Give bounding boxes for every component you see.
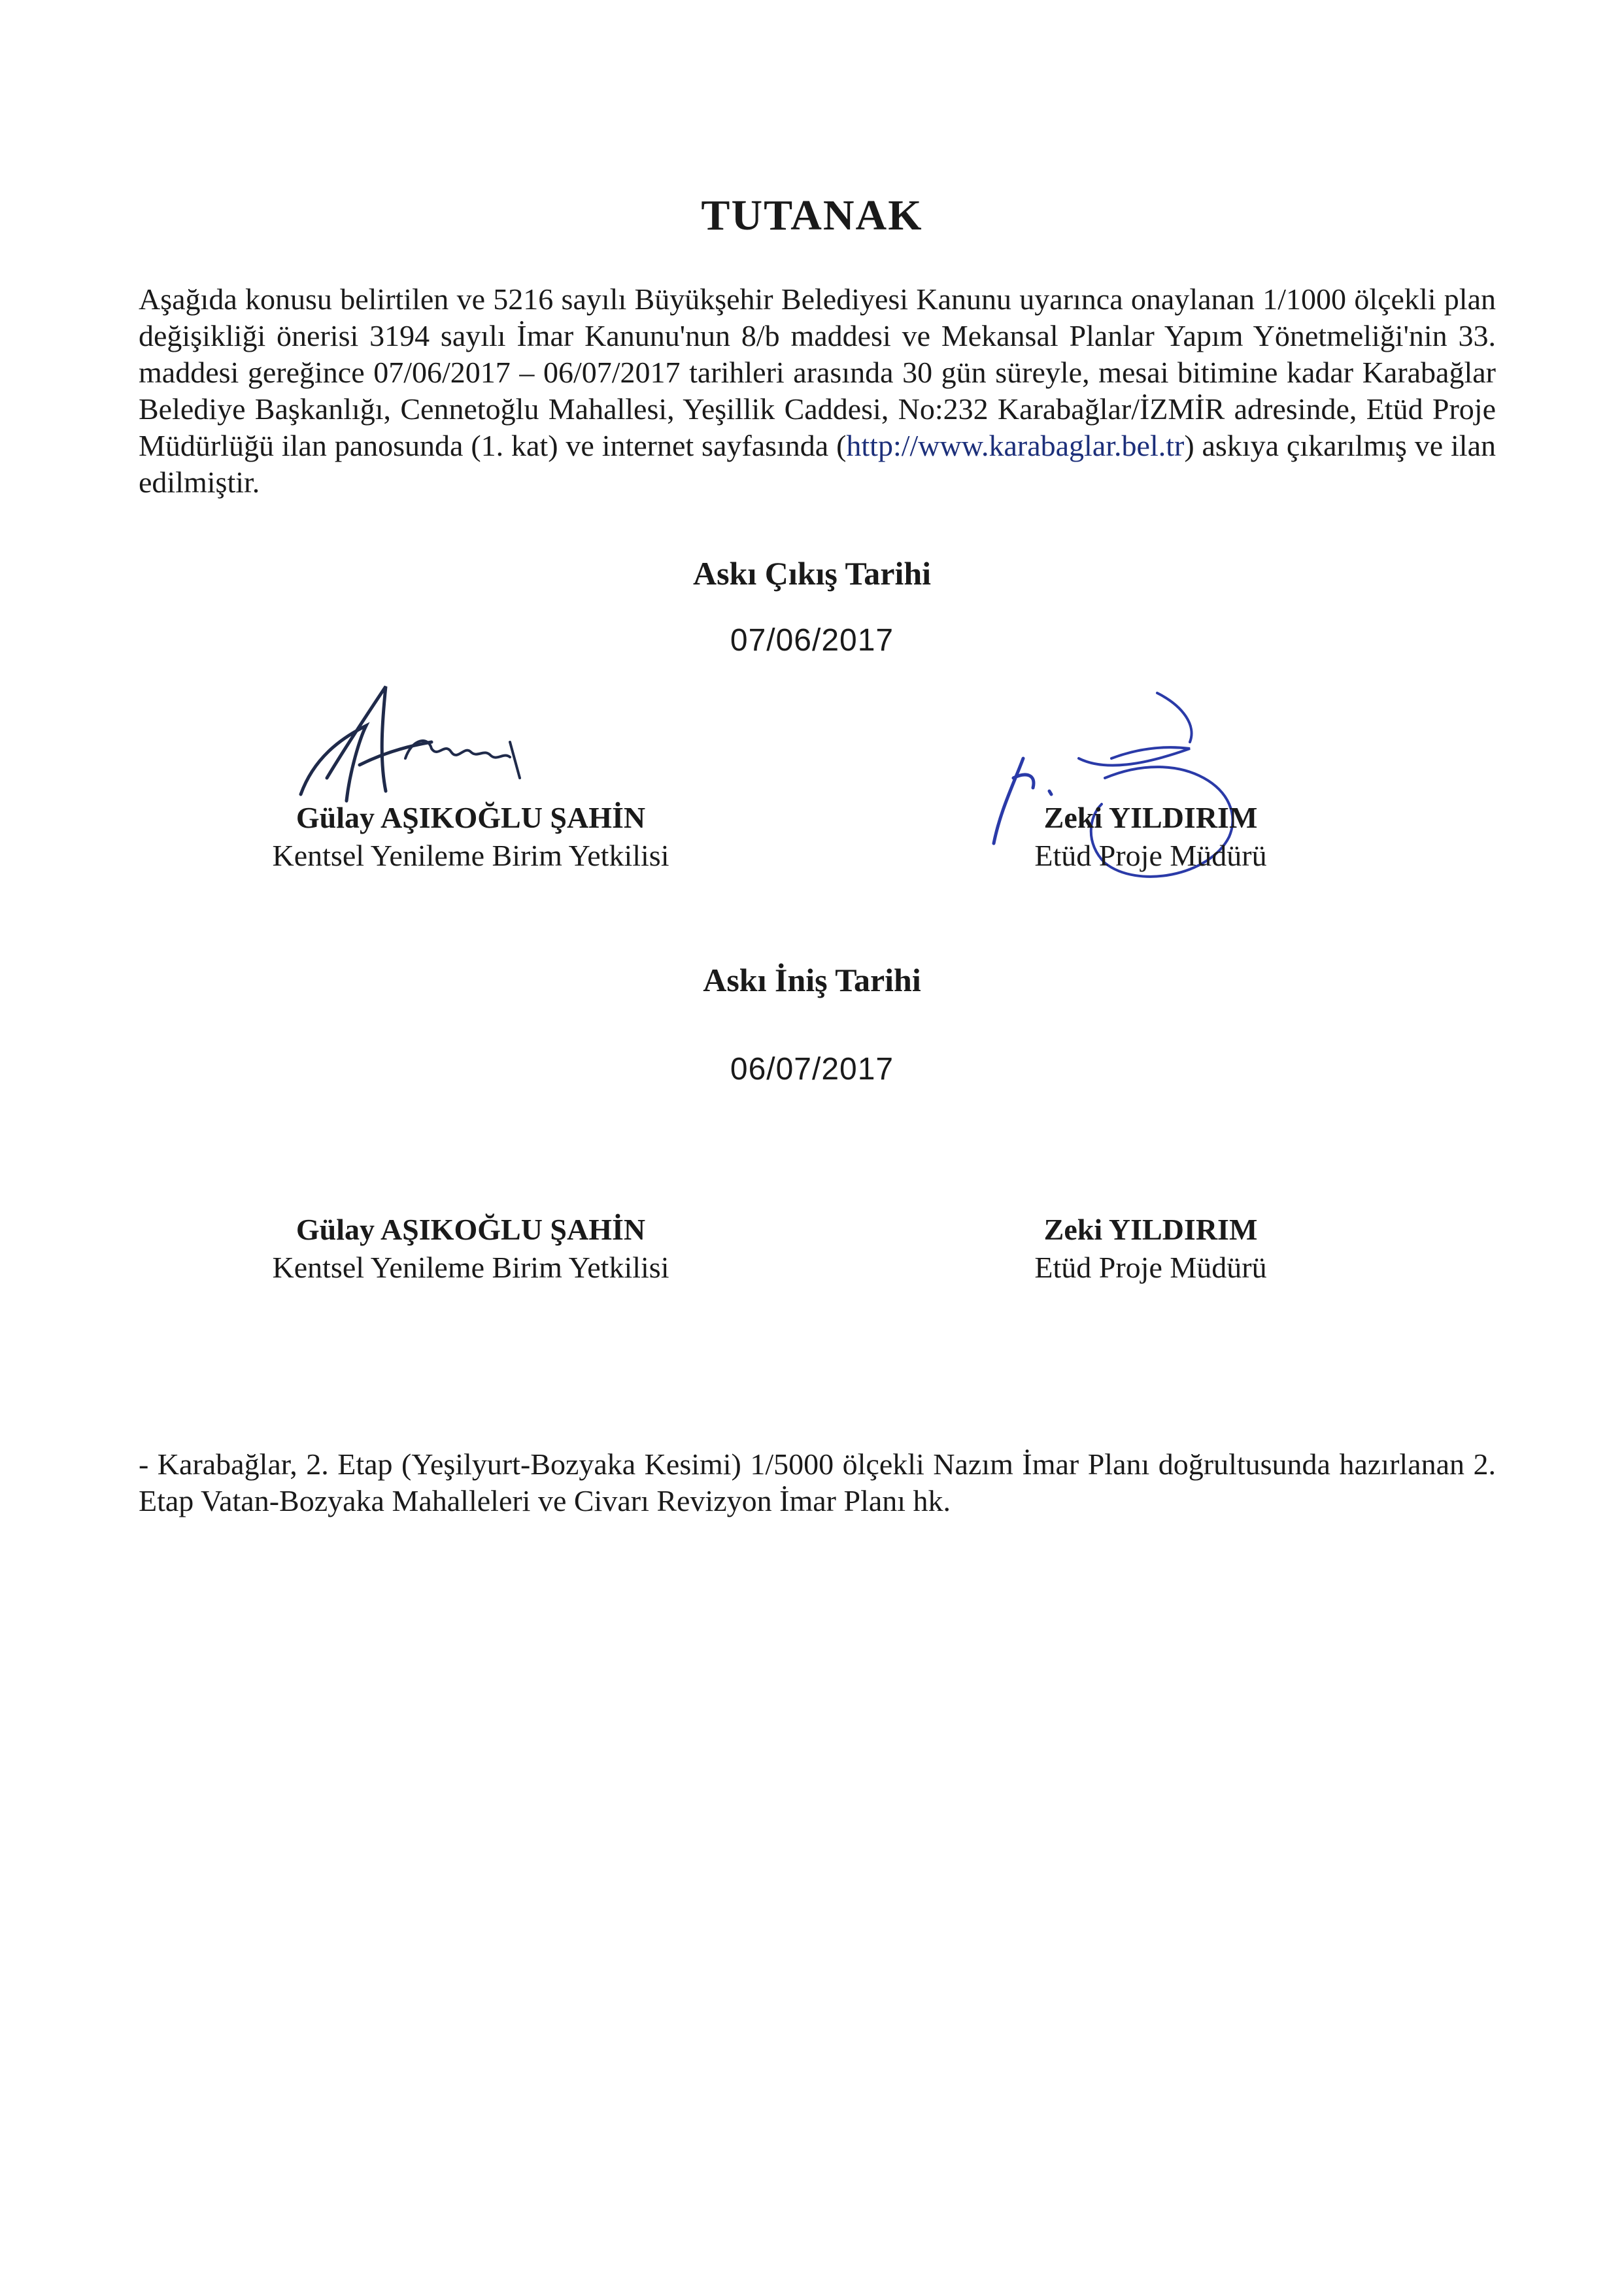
document-title: TUTANAK xyxy=(701,192,923,239)
ask-inis-date: 06/07/2017 xyxy=(730,1052,894,1087)
footnote-text: - Karabağlar, 2. Etap (Yeşilyurt-Bozyaka Kesimi) 1/5000 ölçekli Nazım İmar Planı doğrultusunda hazırlanan 2. Etap Vatan-Bozyaka Mahalleleri ve Civarı Revizyon İmar Planı hk. xyxy=(139,1447,1496,1517)
website-link[interactable]: http://www.karabaglar.bel.tr xyxy=(846,429,1185,462)
signatory-left-name: Gülay AŞIKOĞLU ŞAHİN xyxy=(296,801,646,834)
signatory-left-name-2: Gülay AŞIKOĞLU ŞAHİN xyxy=(296,1213,646,1246)
signatory-left-block-2 xyxy=(222,1211,719,1287)
body-paragraph-text: Aşağıda konusu belirtilen ve 5216 sayılı Büyükşehir Belediyesi Kanunu uyarınca onaylanan 1/1000 ölçekli plan değişikliği önerisi 3194 sayılı İmar Kanunu'nun 8/b maddesi ve Mekansal Planlar Yapım Yönetmeliği'nin 33. maddesi gereğince 07/06/2017 – 06/07/2017 tarihleri arasında 30 gün süreyle, mesai bitimine kadar Karabağlar Belediye Başkanlığı, Cennetoğlu Mahallesi, Yeşillik Caddesi, No:232 Karabağlar/İZMİR adresinde, Etüd Proje Müdürlüğü ilan panosunda (1. kat) ve internet sayfasında ( xyxy=(139,282,1496,462)
signatory-right-block xyxy=(902,799,1399,875)
signatory-right-name-2: Zeki YILDIRIM xyxy=(1043,1213,1258,1246)
signatory-right-title-2: Etüd Proje Müdürü xyxy=(1034,1251,1267,1284)
signature-left-handwritten xyxy=(288,680,562,817)
ask-inis-heading: Askı İniş Tarihi xyxy=(703,962,921,998)
body-paragraph xyxy=(139,281,1496,501)
signatory-right-name: Zeki YILDIRIM xyxy=(1043,801,1258,834)
ask-cikis-date: 07/06/2017 xyxy=(730,623,894,658)
signatory-left-block xyxy=(222,799,719,875)
signatory-left-title: Kentsel Yenileme Birim Yetkilisi xyxy=(272,839,669,872)
ask-cikis-heading: Askı Çıkış Tarihi xyxy=(692,555,932,592)
signatory-left-title-2: Kentsel Yenileme Birim Yetkilisi xyxy=(272,1251,669,1284)
body-paragraph-tail: ) askıya çıkarılmış ve ilan edilmiştir. xyxy=(139,429,1496,499)
signatory-right-block-2 xyxy=(902,1211,1399,1287)
signatory-right-title: Etüd Proje Müdürü xyxy=(1034,839,1267,872)
